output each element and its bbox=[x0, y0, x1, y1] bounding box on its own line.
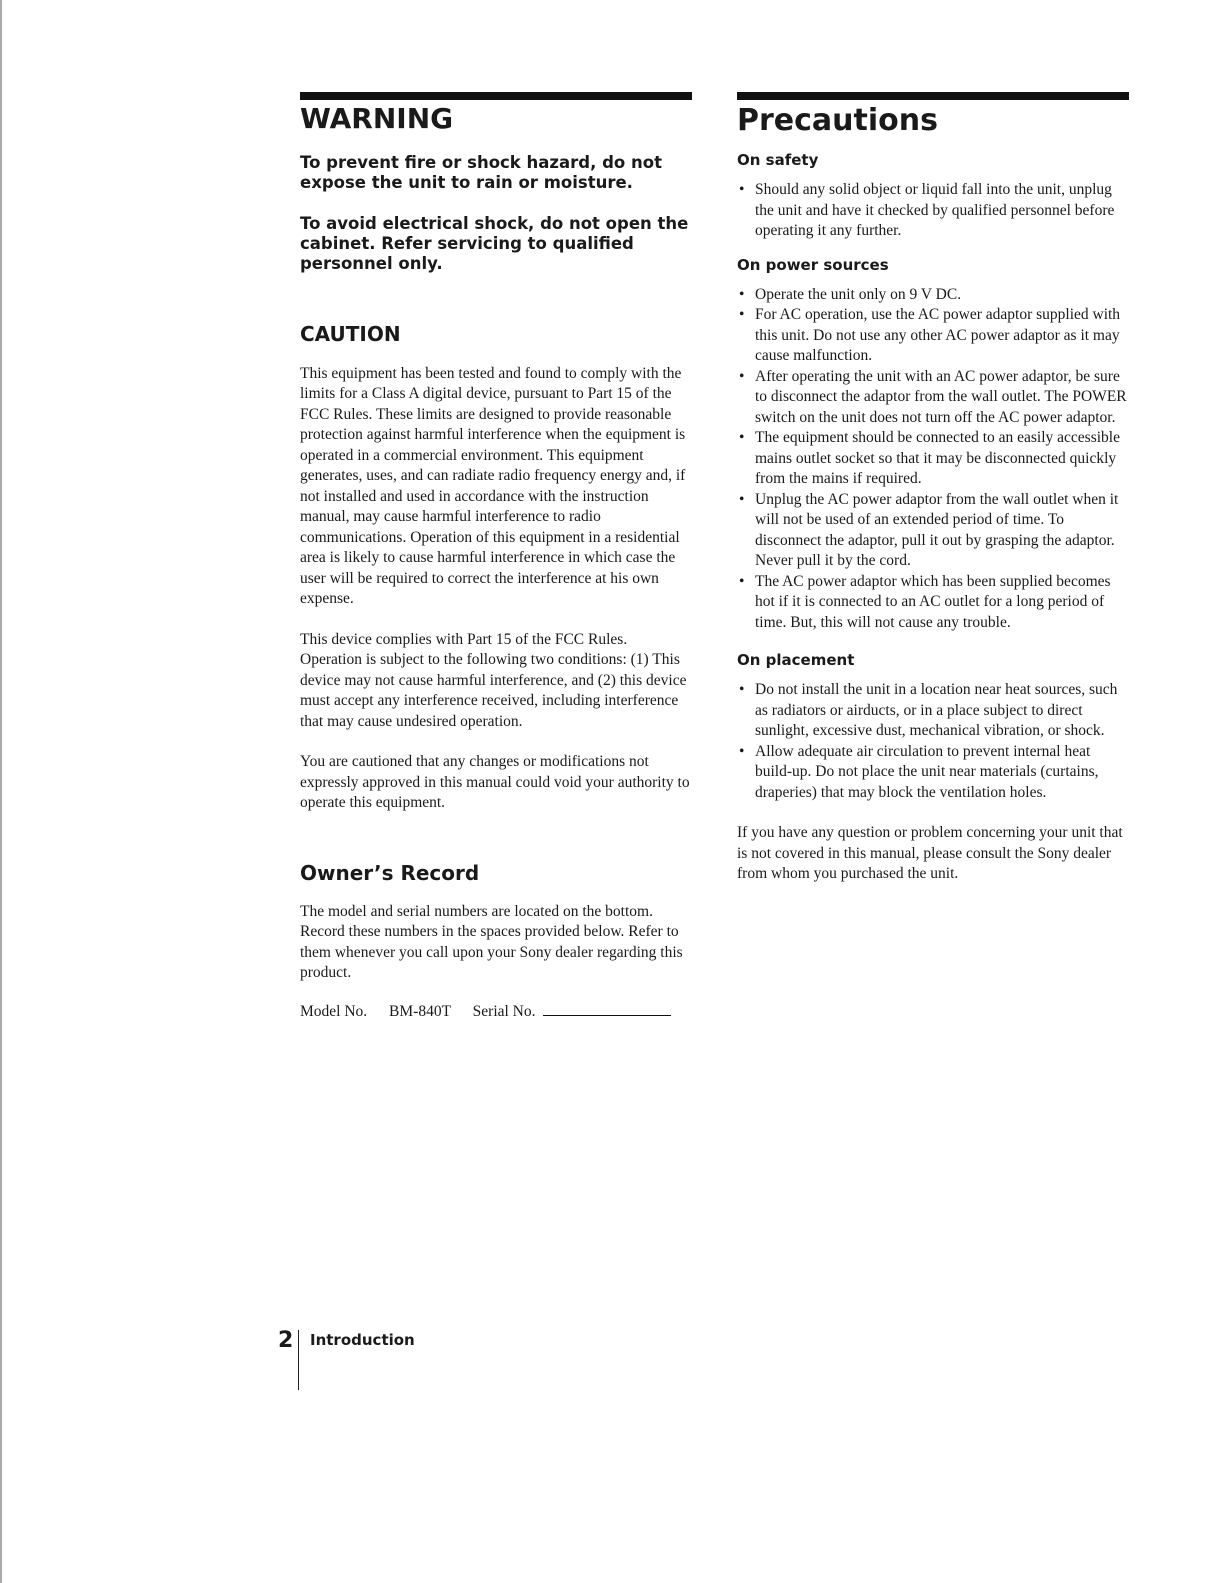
footer-divider bbox=[298, 1330, 299, 1390]
power-list bbox=[737, 285, 1129, 634]
serial-blank-line bbox=[543, 1003, 671, 1016]
list-item: • The equipment should be connected to an easily accessible mains outlet socket so that it may be disconnected quickly from the mains if required. bbox=[737, 428, 1129, 490]
on-safety-heading: On safety bbox=[737, 151, 819, 169]
precautions-closing-text: If you have any question or problem concerning your unit that is not covered in this manual, please consult the Sony dealer from whom you purchased the unit. bbox=[737, 824, 1123, 882]
model-value: BM-840T bbox=[389, 1002, 451, 1020]
scan-edge bbox=[0, 0, 2, 1583]
page-number: 2 bbox=[278, 1328, 294, 1353]
warning-rule bbox=[300, 92, 692, 100]
warning-text-2: To avoid electrical shock, do not open the cabinet. Refer servicing to qualified personnel only. bbox=[300, 213, 689, 273]
left-column bbox=[300, 92, 692, 1022]
safety-list bbox=[737, 180, 1129, 242]
placement-list bbox=[737, 680, 1129, 803]
warning-text-1: To prevent fire or shock hazard, do not expose the unit to rain or moisture. bbox=[300, 152, 662, 192]
on-power-sources-heading: On power sources bbox=[737, 255, 889, 274]
serial-label: Serial No. bbox=[472, 1002, 536, 1020]
caution-paragraph-2: This device complies with Part 15 of the FCC Rules. Operation is subject to the following two conditions: (1) This device may not cause harmful interference, and (2) this device must accept any interference received, including interference that may cause undesired operation. bbox=[300, 630, 687, 730]
list-item: • Unplug the AC power adaptor from the wall outlet when it will not be used of an extended period of time. To disconnect the adaptor, pull it out by grasping the adaptor. Never pull it by the cord. bbox=[737, 490, 1129, 572]
model-serial-line bbox=[300, 1002, 692, 1022]
footer-section-name: Introduction bbox=[310, 1331, 415, 1349]
owners-record-text: The model and serial numbers are located on the bottom. Record these numbers in the spaces provided below. Refer to them whenever you call upon your Sony dealer regarding this product. bbox=[300, 902, 683, 982]
caution-title: CAUTION bbox=[300, 321, 401, 346]
owners-record-title: Owner’s Record bbox=[300, 860, 480, 885]
model-label: Model No. bbox=[300, 1002, 368, 1020]
list-item: • Should any solid object or liquid fall into the unit, unplug the unit and have it checked by qualified personnel before operating it any further. bbox=[737, 180, 1129, 242]
warning-title: WARNING bbox=[300, 102, 454, 135]
list-item: • Allow adequate air circulation to prevent internal heat build-up. Do not place the unit near materials (curtains, draperies) that may block the ventilation holes. bbox=[737, 742, 1129, 804]
precautions-rule bbox=[737, 92, 1129, 100]
list-item: • For AC operation, use the AC power adaptor supplied with this unit. Do not use any other AC power adaptor as it may cause malfunction. bbox=[737, 305, 1129, 367]
list-item: • Operate the unit only on 9 V DC. bbox=[737, 285, 1129, 306]
right-column bbox=[737, 92, 1129, 885]
caution-paragraph-1: This equipment has been tested and found to comply with the limits for a Class A digital device, pursuant to Part 15 of the FCC Rules. These limits are designed to provide reasonable protection against harmful interference when the equipment is operated in a commercial environment. This equipment generates, uses, and can radiate radio frequency energy and, if not installed and used in accordance with the instruction manual, may cause harmful interference to radio communications. Operation of this equipment in a residential area is likely to cause harmful interference in which case the user will be required to correct the interference at his own expense. bbox=[300, 364, 686, 608]
list-item: • The AC power adaptor which has been supplied becomes hot if it is connected to an AC outlet for a long period of time. But, this will not cause any trouble. bbox=[737, 572, 1129, 634]
list-item: • After operating the unit with an AC power adaptor, be sure to disconnect the adaptor from the wall outlet. The POWER switch on the unit does not turn off the AC power adaptor. bbox=[737, 367, 1129, 429]
precautions-title: Precautions bbox=[737, 103, 938, 138]
list-item: • Do not install the unit in a location near heat sources, such as radiators or airducts, or in a place subject to direct sunlight, excessive dust, mechanical vibration, or shock. bbox=[737, 680, 1129, 742]
on-placement-heading: On placement bbox=[737, 651, 855, 669]
caution-paragraph-3: You are cautioned that any changes or modifications not expressly approved in this manual could void your authority to operate this equipment. bbox=[300, 753, 690, 812]
